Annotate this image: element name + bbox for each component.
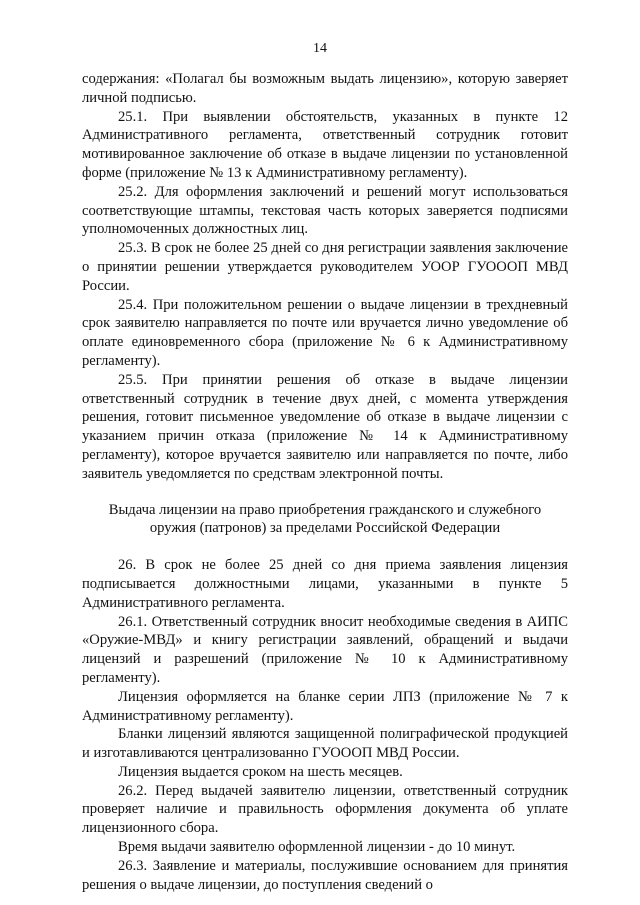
paragraph-license-blank: Лицензия оформляется на бланке серии ЛПЗ (приложение № 7 к Административному регламенту). [82,688,568,724]
paragraph-25-4: 25.4. При положительном решении о выдаче лицензии в трехдневный срок заявителю направляется по почте или вручается лично уведомление об оплате единовременного сбора (приложение № 6 к Административному регламенту). [82,296,568,369]
paragraph-26-3: 26.3. Заявление и материалы, послужившие основанием для принятия решения о выдаче лицензии, до поступления сведений о [82,857,568,893]
top-paragraphs [82,70,568,484]
paragraph-26-1: 26.1. Ответственный сотрудник вносит необходимые сведения в АИПС «Оружие-МВД» и книгу регистрации заявлений, обращений и выдачи лицензий и разрешений (приложение № 10 к Административному регламенту). [82,613,568,686]
paragraph-license-term: Лицензия выдается сроком на шесть месяцев. [118,763,403,780]
document-body [82,70,568,894]
paragraph-25-2: 25.2. Для оформления заключений и решений могут использоваться соответствующие штампы, текстовая часть которых заверяется подписями уполномоченных должностных лиц. [82,183,568,238]
paragraph-26-2: 26.2. Перед выдачей заявителю лицензии, ответственный сотрудник проверяет наличие и правильность оформления документа об уплате лицензионного сбора. [82,782,568,837]
page-number: 14 [313,41,327,56]
paragraph-26: 26. В срок не более 25 дней со дня приема заявления лицензия подписывается должностными лицами, указанными в пункте 5 Административного регламента. [82,557,568,611]
section-heading: Выдача лицензии на право приобретения гражданского и служебного оружия (патронов) за пределами Российской Федерации [108,501,542,537]
paragraph-25-3: 25.3. В срок не более 25 дней со дня регистрации заявления заключение о принятии решении утверждается руководителем УООР ГУОООП МВД России. [82,240,568,294]
paragraph-continuation: содержания: «Полагал бы возможным выдать лицензию», которую заверяет личной подписью. [82,71,568,106]
paragraph-25-5: 25.5. При принятии решения об отказе в выдаче лицензии ответственный сотрудник в течение двух дней, с момента утверждения решения, готовит письменное уведомление об отказе в выдаче лицензии с указанием причин отказа (приложение № 14 к Административному регламенту), которое вручается заявителю или направляется по почте, либо заявитель уведомляется по средствам электронной почты. [82,371,568,482]
bottom-paragraphs [82,556,568,894]
paragraph-25-1: 25.1. При выявлении обстоятельств, указанных в пункте 12 Административного регламента, ответственный сотрудник готовит мотивированное заключение об отказе в выдаче лицензии по установленной форме (приложение № 13 к Административному регламенту). [82,108,568,181]
paragraph-issue-time: Время выдачи заявителю оформленной лицензии - до 10 минут. [118,839,516,856]
paragraph-blanks-production: Бланки лицензий являются защищенной полиграфической продукцией и изготавливаются централизованно ГУОООП МВД России. [82,726,568,762]
